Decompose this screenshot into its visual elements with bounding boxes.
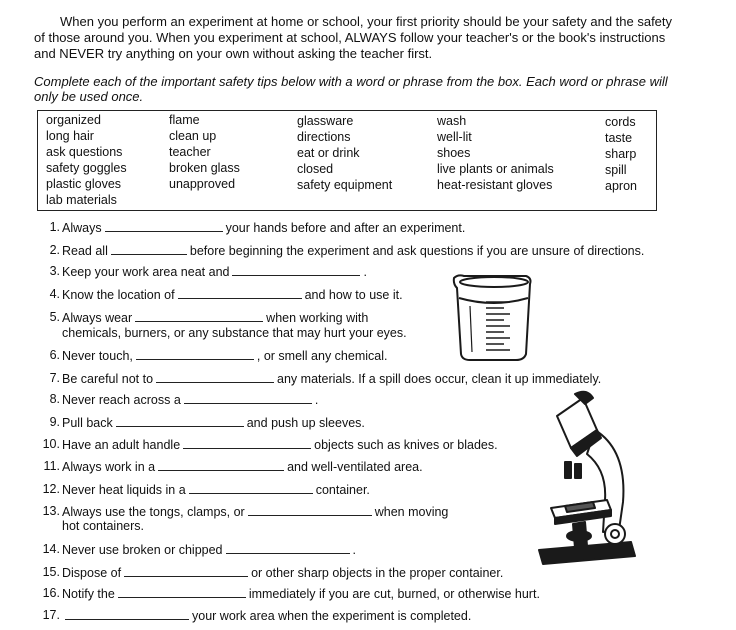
answer-blank[interactable] — [158, 459, 284, 471]
question-text-after: and how to use it. — [304, 288, 403, 302]
question-number: 15. — [42, 565, 60, 579]
question-text-after: when moving — [374, 505, 449, 519]
answer-blank[interactable] — [65, 608, 189, 620]
question-text-before: Know the location of — [62, 288, 175, 302]
word-bank-item: cords — [605, 115, 636, 129]
word-bank-item: safety equipment — [297, 178, 393, 192]
word-bank-item: clean up — [169, 129, 217, 143]
question-number: 1. — [49, 220, 60, 234]
question-text-before: Read all — [62, 244, 108, 258]
question-text-before: Always work in a — [62, 460, 156, 474]
question-text-before: Never touch, — [62, 349, 133, 363]
question-text-before: Keep your work area neat and — [62, 265, 230, 279]
question-text-after: objects such as knives or blades. — [314, 438, 498, 452]
answer-blank[interactable] — [136, 348, 254, 360]
question-number: 11. — [43, 459, 60, 473]
word-bank-box — [37, 110, 657, 211]
answer-blank[interactable] — [232, 264, 360, 276]
question-text-after: before beginning the experiment and ask questions if you are unsure of directions. — [189, 244, 645, 258]
question-number: 12. — [42, 482, 60, 496]
answer-blank[interactable] — [184, 392, 312, 404]
question-number: 8. — [49, 392, 60, 406]
question-text-before: Pull back — [62, 416, 113, 430]
question-text-after: . — [363, 265, 367, 279]
question-continuation: hot containers. — [62, 519, 144, 533]
word-bank-item: directions — [297, 130, 351, 144]
answer-blank[interactable] — [118, 586, 246, 598]
answer-blank[interactable] — [111, 243, 187, 255]
word-bank-item: apron — [605, 179, 637, 193]
answer-blank[interactable] — [135, 310, 263, 322]
question-number: 7. — [49, 371, 60, 385]
word-bank-item: ask questions — [46, 145, 123, 159]
question-text-before: Have an adult handle — [62, 438, 181, 452]
word-bank-item: eat or drink — [297, 146, 360, 160]
word-bank-item: closed — [297, 162, 334, 176]
answer-blank[interactable] — [248, 504, 372, 516]
question-continuation: chemicals, burners, or any substance that may hurt your eyes. — [62, 326, 407, 340]
answer-blank[interactable] — [105, 220, 223, 232]
question-text-before: Never reach across a — [62, 393, 181, 407]
question-text-after: container. — [315, 483, 370, 497]
answer-blank[interactable] — [183, 437, 311, 449]
word-bank-item: live plants or animals — [437, 162, 554, 176]
question-number: 5. — [49, 310, 60, 324]
question-text-after: when working with — [266, 311, 369, 325]
intro-paragraph: When you perform an experiment at home or school, your first priority should be your safety and the safety of those around you. When you experiment at school, ALWAYS follow your teacher's or the book's instructions and NEVER try anything on your own without asking the teacher first. — [34, 14, 673, 61]
beaker-illustration — [448, 272, 538, 364]
question-text-before: Be careful not to — [62, 372, 154, 386]
word-bank-item: lab materials — [46, 193, 117, 207]
microscope-illustration — [535, 390, 640, 568]
word-bank-item: glassware — [297, 114, 354, 128]
word-bank-item: broken glass — [169, 161, 240, 175]
question-text-after: and push up sleeves. — [246, 416, 365, 430]
question-text-after: , or smell any chemical. — [256, 349, 388, 363]
word-bank-item: taste — [605, 131, 633, 145]
question-text-after: . — [314, 393, 319, 407]
word-bank-item: heat-resistant gloves — [437, 178, 553, 192]
question-number: 14. — [42, 542, 60, 556]
question-text-before: Notify the — [62, 587, 115, 601]
answer-blank[interactable] — [124, 565, 248, 577]
word-bank-item: organized — [46, 113, 101, 127]
word-bank-item: spill — [605, 163, 627, 177]
word-bank-item: plastic gloves — [46, 177, 122, 191]
question-number: 13. — [42, 504, 60, 518]
word-bank-item: shoes — [437, 146, 471, 160]
question-text-before: Never use broken or chipped — [62, 543, 223, 557]
question-number: 6. — [49, 348, 60, 362]
answer-blank[interactable] — [156, 371, 274, 383]
question-number: 10. — [42, 437, 60, 451]
question-number: 16. — [42, 586, 60, 600]
word-bank-item: long hair — [46, 129, 94, 143]
word-bank-item: well-lit — [437, 130, 472, 144]
question-text-after: . — [352, 543, 356, 557]
question-number: 3. — [49, 264, 60, 278]
question-text-after: your work area when the experiment is completed. — [192, 609, 472, 623]
answer-blank[interactable] — [116, 415, 244, 427]
directions-text: Complete each of the important safety tips below with a word or phrase from the box. Each word or phrase will only be used once. — [34, 74, 668, 104]
question-text-after: any materials. If a spill does occur, clean it up immediately. — [277, 372, 602, 386]
question-number: 9. — [49, 415, 60, 429]
question-number: 17. — [42, 608, 60, 622]
answer-blank[interactable] — [189, 482, 313, 494]
question-text-before: Never heat liquids in a — [62, 483, 186, 497]
answer-blank[interactable] — [226, 542, 350, 554]
word-bank-item: flame — [169, 113, 200, 127]
question-text-before: Dispose of — [62, 566, 122, 580]
word-bank-item: unapproved — [169, 177, 236, 191]
word-bank-item: wash — [437, 114, 467, 128]
question-text-after: or other sharp objects in the proper container. — [251, 566, 504, 580]
word-bank-item: sharp — [605, 147, 637, 161]
question-text-before: Always use the tongs, clamps, or — [62, 505, 245, 519]
question-text-after: your hands before and after an experiment. — [225, 221, 466, 235]
question-text-after: and well-ventilated area. — [287, 460, 423, 474]
question-number: 2. — [49, 243, 60, 257]
word-bank-item: teacher — [169, 145, 211, 159]
question-text-before: Always — [62, 221, 102, 235]
answer-blank[interactable] — [178, 287, 302, 299]
question-number: 4. — [49, 287, 60, 301]
question-text-before: Always wear — [62, 311, 133, 325]
question-text-after: immediately if you are cut, burned, or otherwise hurt. — [248, 587, 540, 601]
word-bank-item: safety goggles — [46, 161, 127, 175]
